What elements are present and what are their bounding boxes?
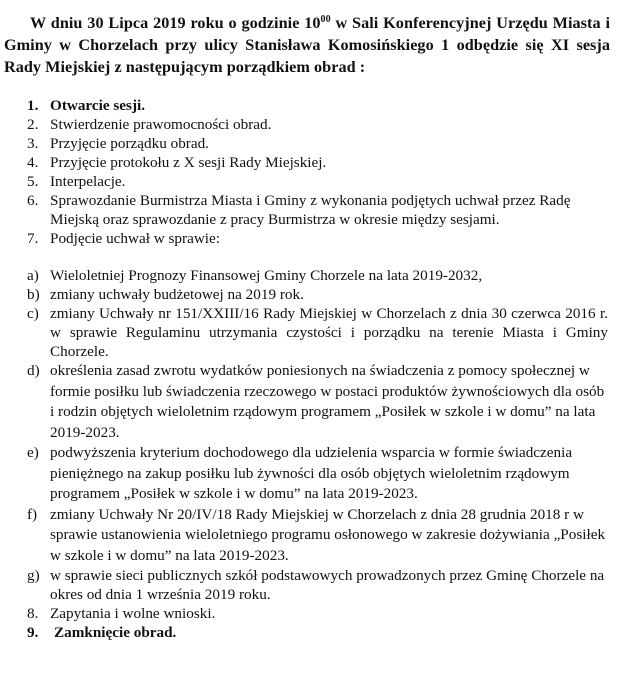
- hour-minutes-superscript: 00: [320, 14, 331, 25]
- agenda-item-text: Przyjęcie porządku obrad.: [50, 135, 209, 152]
- agenda-item: [0, 172, 610, 191]
- agenda-item-text: Przyjęcie protokołu z X sesji Rady Miejskiej.: [50, 154, 327, 171]
- agenda-item: [0, 229, 610, 248]
- resolution-letter: d): [27, 362, 40, 379]
- agenda-item-number: 6.: [27, 192, 39, 209]
- agenda-item: [0, 134, 610, 153]
- resolution-item: [0, 505, 608, 567]
- agenda-item: [0, 604, 610, 623]
- agenda-item: [0, 153, 610, 172]
- resolution-letter: g): [27, 567, 40, 584]
- agenda-item: [0, 191, 610, 229]
- agenda-item-number: 3.: [27, 135, 39, 152]
- agenda-item-number: 5.: [27, 173, 39, 190]
- resolution-item: [0, 285, 608, 304]
- session-announcement: [4, 12, 610, 78]
- agenda-item-number: 4.: [27, 154, 39, 171]
- agenda-list: [0, 96, 629, 642]
- resolution-item: [0, 443, 608, 505]
- agenda-item-text: Interpelacje.: [50, 173, 126, 190]
- agenda-item-number: 1.: [27, 97, 39, 114]
- announcement-text-start: W dniu 30 Lipca 2019 roku o godzinie 10: [30, 14, 321, 32]
- agenda-item: [0, 115, 610, 134]
- resolution-text: zmiany uchwały budżetowej na 2019 rok.: [50, 286, 304, 303]
- agenda-item-number: 8.: [27, 605, 39, 622]
- agenda-item-text: Sprawozdanie Burmistrza Miasta i Gminy z wykonania podjętych uchwał przez Radę Miejską oraz sprawozdanie z pracy Burmistrza w okresie między sesjami.: [50, 192, 571, 228]
- resolution-letter: a): [27, 267, 39, 284]
- resolution-item: [0, 566, 608, 604]
- agenda-item-number: 2.: [27, 116, 39, 133]
- resolution-letter: b): [27, 286, 40, 303]
- resolution-letter: f): [27, 505, 38, 523]
- resolution-text: w sprawie sieci publicznych szkół podstawowych prowadzonych przez Gminę Chorzele na okres od dnia 1 września 2019 roku.: [50, 567, 605, 603]
- agenda-item-text: Zamknięcie obrad.: [54, 624, 177, 641]
- agenda-item-text: Otwarcie sesji.: [50, 97, 146, 114]
- agenda-item-text: Zapytania i wolne wnioski.: [50, 605, 216, 622]
- resolution-text: zmiany Uchwały nr 151/XXIII/16 Rady Miejskiej w Chorzelach z dnia 30 czerwca 2016 r. w sprawie Regulaminu utrzymania czystości i porządku na terenie Miasta i Gminy Chorzele.: [50, 305, 608, 360]
- resolution-item: [0, 304, 608, 361]
- resolution-text: podwyższenia kryterium dochodowego dla udzielenia wsparcia w formie świadczenia pieniężnego na zakup posiłku lub żywności dla osób objętych wieloletnim rządowym programem „Posiłek w szkole i w domu” na lata 2019-2023.: [50, 444, 573, 502]
- resolution-letter: c): [27, 305, 39, 322]
- agenda-item-number: 9.: [27, 624, 39, 641]
- agenda-item: [0, 623, 610, 642]
- resolution-text: Wieloletniej Prognozy Finansowej Gminy Chorzele na lata 2019-2032,: [50, 267, 483, 284]
- resolution-item: [0, 266, 608, 285]
- agenda-item-number: 7.: [27, 230, 39, 247]
- resolution-item: [0, 361, 608, 443]
- spacer: [0, 248, 629, 266]
- announcement-text-end: w Sali Konferencyjnej Urzędu Miasta i Gminy w Chorzelach przy ulicy Stanisława Komosińskiego 1 odbędzie się XI sesja Rady Miejskiej z następującym porządkiem obrad :: [4, 14, 610, 76]
- resolution-text: zmiany Uchwały Nr 20/IV/18 Rady Miejskiej w Chorzelach z dnia 28 grudnia 2018 r w sprawie ustanowienia wieloletniego programu osłonowego w zakresie dożywiania „Posiłek w szkole i w domu” na lata 2019-2023.: [50, 505, 606, 564]
- resolution-text: określenia zasad zwrotu wydatków poniesionych na świadczenia z pomocy społecznej w formie posiłku lub świadczenia rzeczowego w postaci produktów żywnościowych dla osób i rodzin objętych wieloletnim rządowym programem „Posiłek w szkole i w domu” na lata 2019-2023.: [50, 362, 605, 441]
- agenda-item-text: Stwierdzenie prawomocności obrad.: [50, 116, 272, 133]
- agenda-item: [0, 96, 610, 115]
- resolution-letter: e): [27, 444, 39, 461]
- agenda-item-text: Podjęcie uchwał w sprawie:: [50, 230, 220, 247]
